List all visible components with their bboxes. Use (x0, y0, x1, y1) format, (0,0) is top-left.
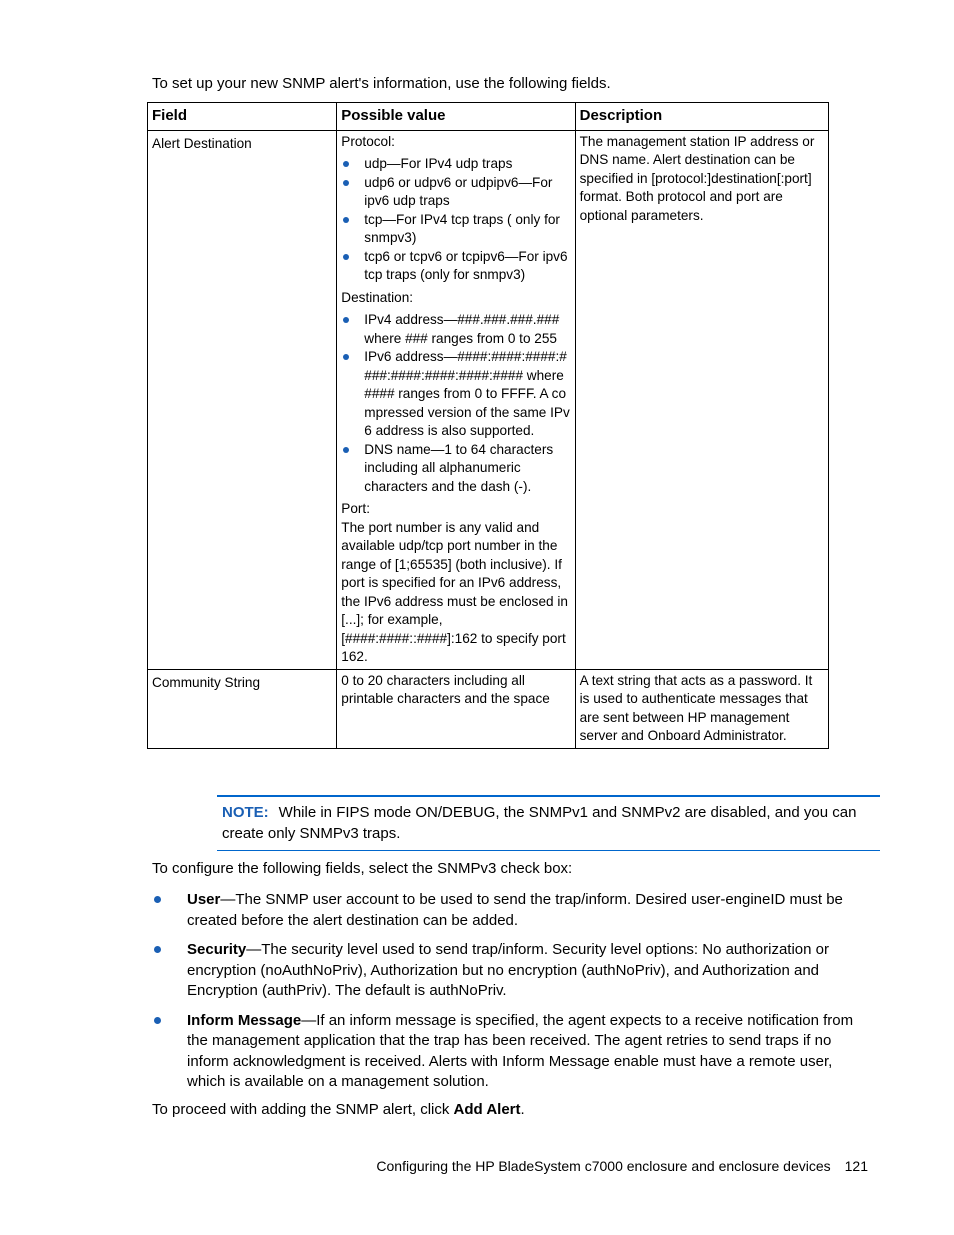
bullet-icon (343, 254, 349, 260)
bullet-icon (343, 354, 349, 360)
field-alert-destination: Alert Destination (148, 130, 337, 669)
bullet-icon (343, 447, 349, 453)
table-row (148, 669, 829, 748)
protocol-label: Protocol: (341, 133, 395, 149)
header-description: Description (575, 103, 828, 131)
port-label: Port: (341, 501, 370, 516)
list-item: udp—For IPv4 udp traps (341, 155, 570, 174)
bullet-text: —If an inform message is specified, the agent expects to a receive notification from the management application that the trap has been received. The agent retries to send traps if no inform acknowledgment is received. Alerts with Inform Message enable must have a remote user, which is available on a management solution. (187, 1011, 854, 1090)
snmp-fields-table (147, 102, 829, 749)
bullet-term: User (187, 891, 221, 908)
destination-label: Destination: (341, 289, 414, 305)
bullet-icon (343, 180, 349, 186)
bullet-text: —The SNMP user account to be used to send the trap/inform. Desired user-engineID must be created before the alert destination can be added. (187, 891, 843, 929)
possible-value-alert-destination (337, 130, 575, 669)
port-text: The port number is any valid and available udp/tcp port number in the range of [1;65535] (both inclusive). If port is specified for an IPv6 address, the IPv6 address must be enclosed in [...]; for example, [####:####::####]:162 to specify port 162. (341, 519, 568, 664)
note-label: NOTE: (222, 804, 269, 821)
bullet-term: Security (187, 941, 247, 958)
intro-text: To set up your new SNMP alert's information, use the following fields. (152, 75, 611, 92)
list-item (152, 890, 872, 931)
note-box (217, 795, 880, 851)
note-text: While in FIPS mode ON/DEBUG, the SNMPv1 and SNMPv2 are disabled, and you can create only SNMPv3 traps. (222, 804, 857, 842)
description-community-string: A text string that acts as a password. It is used to authenticate messages that are sent between HP management server and Onboard Administrator. (575, 669, 828, 748)
snmpv3-field-list (152, 890, 872, 1102)
list-item (152, 940, 872, 1002)
header-field: Field (148, 103, 337, 131)
bullet-icon (343, 161, 349, 167)
table-row (148, 130, 829, 669)
possible-value-community-string: 0 to 20 characters including all printable characters and the space (337, 669, 575, 748)
list-item (152, 1011, 872, 1093)
bullet-term: Inform Message (187, 1011, 302, 1029)
list-item: tcp—For IPv4 tcp traps ( only for snmpv3) (341, 211, 570, 248)
footer-title: Configuring the HP BladeSystem c7000 enclosure and enclosure devices (376, 1158, 831, 1174)
table-header-row (148, 103, 829, 131)
field-community-string: Community String (148, 669, 337, 748)
protocol-list (341, 155, 570, 285)
bullet-text: —The security level used to send trap/inform. Security level options: No authorization or encryption (noAuthNoPriv), Authorization but no encryption (authNoPriv), and Authorization and Encryption (authPriv). The default is authNoPriv. (187, 941, 829, 999)
list-item: IPv6 address—####:####:####:####:####:####:####:#### where #### ranges from 0 to FFFF. A compressed version of the same IPv6 address is also supported. (341, 348, 570, 441)
page-footer (376, 1158, 868, 1174)
proceed-text: To proceed with adding the SNMP alert, click Add Alert. (152, 1101, 525, 1118)
list-item: udp6 or udpv6 or udpipv6—For ipv6 udp traps (341, 174, 570, 211)
destination-list (341, 311, 570, 496)
list-item: DNS name—1 to 64 characters including all alphanumeric characters and the dash (-). (341, 441, 570, 497)
bullet-icon (154, 1017, 161, 1024)
bullet-icon (154, 896, 161, 903)
configure-intro: To configure the following fields, select the SNMPv3 check box: (152, 860, 573, 877)
header-possible-value: Possible value (337, 103, 575, 131)
bullet-icon (343, 217, 349, 223)
description-alert-destination: The management station IP address or DNS name. Alert destination can be specified in [protocol:]destination[:port] format. Both protocol and port are optional parameters. (575, 130, 828, 669)
bullet-icon (343, 317, 349, 323)
bullet-icon (154, 946, 161, 953)
list-item: IPv4 address—###.###.###.### where ### ranges from 0 to 255 (341, 311, 570, 348)
add-alert-reference: Add Alert (453, 1101, 521, 1118)
list-item: tcp6 or tcpv6 or tcpipv6—For ipv6 tcp traps (only for snmpv3) (341, 248, 570, 285)
page-number: 121 (844, 1158, 868, 1174)
